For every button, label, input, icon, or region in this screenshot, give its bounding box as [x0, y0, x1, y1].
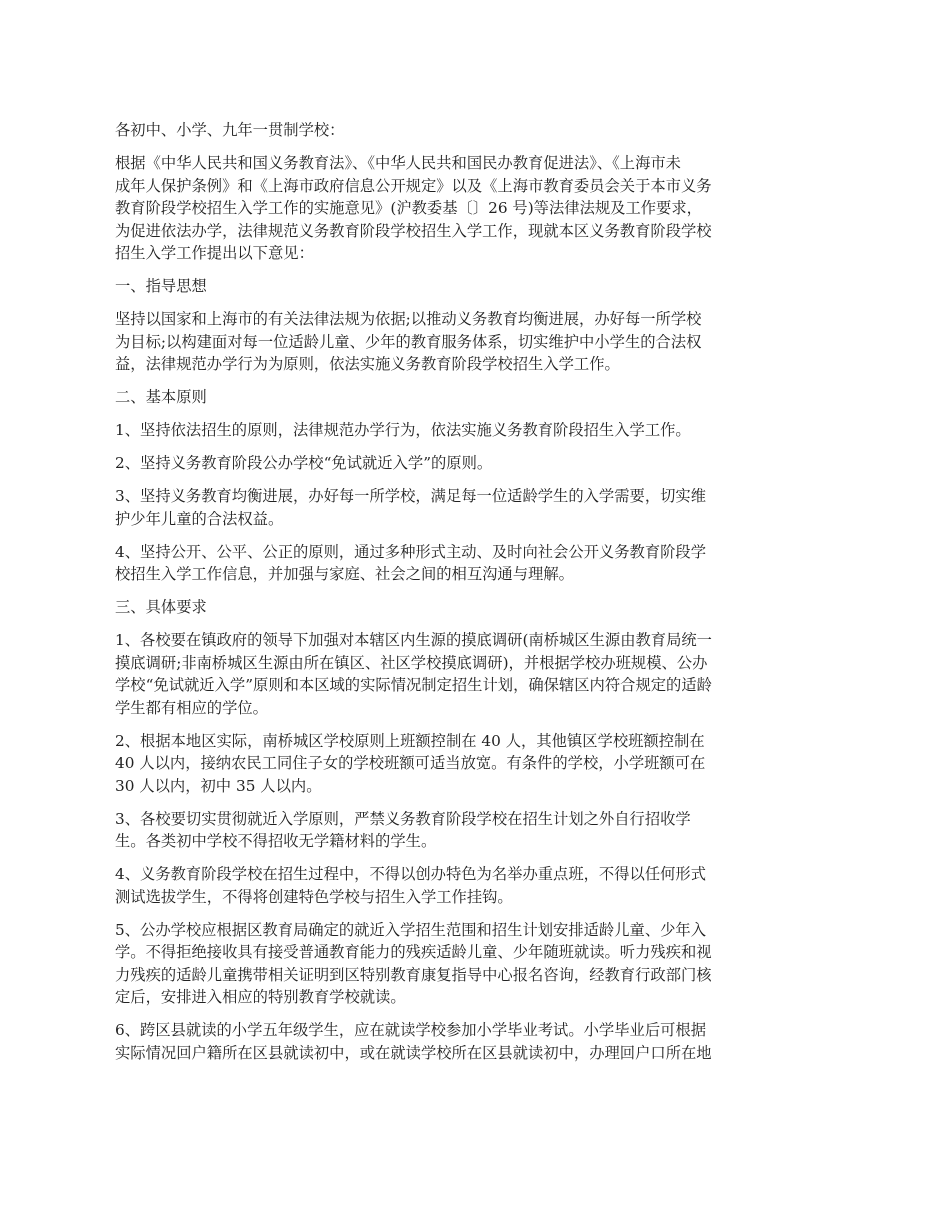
requirement-item: 4、义务教育阶段学校在招生过程中，不得以创办特色为名举办重点班，不得以任何形式 测试选拔学生，不得将创建特色学校与招生入学工作挂钩。 [115, 865, 707, 906]
guiding-principle-paragraph: 坚持以国家和上海市的有关法律法规为依据;以推动义务教育均衡进展，办好每一所学校 为目标;以构建面对每一位适龄儿童、少年的教育服务体系，切实维护中小学生的合法权 益，法律规范办学行为为原则，依法实施义务教育阶段学校招生入学工作。 [115, 310, 702, 373]
basic-principle-item: 4、坚持公开、公平、公正的原则，通过多种形式主动、及时向社会公开义务教育阶段学 校招生入学工作信息，并加强与家庭、社会之间的相互沟通与理解。 [115, 542, 707, 583]
document-body [115, 119, 845, 1075]
basic-principle-item: 1、坚持依法招生的原则，法律规范办学行为，依法实施义务教育阶段招生入学工作。 [115, 421, 691, 439]
requirement-item: 1、各校要在镇政府的领导下加强对本辖区内生源的摸底调研(南桥城区生源由教育局统一 摸底调研;非南桥城区生源由所在镇区、社区学校摸底调研)，并根据学校办班规模、公办 学校“免试就近入学”原则和本区域的实际情况制定招生计划，确保辖区内符合规定的适龄 学生都有相应的学位。 [115, 631, 712, 717]
basic-principle-item: 3、坚持义务教育均衡进展，办好每一所学校，满足每一位适龄学生的入学需要，切实维 护少年儿童的合法权益。 [115, 487, 707, 528]
requirement-item: 3、各校要切实贯彻就近入学原则，严禁义务教育阶段学校在招生计划之外自行招收学 生。各类初中学校不得招收无学籍材料的学生。 [115, 809, 691, 850]
section-heading-specific-requirements: 三、具体要求 [115, 598, 207, 616]
salutation: 各初中、小学、九年一贯制学校： [115, 121, 345, 139]
basic-principle-item: 2、坚持义务教育阶段公办学校“免试就近入学”的原则。 [115, 454, 493, 472]
requirement-item: 5、公办学校应根据区教育局确定的就近入学招生范围和招生计划安排适龄儿童、少年入 学。不得拒绝接收具有接受普通教育能力的残疾适龄儿童、少年随班就读。听力残疾和视 力残疾的适龄儿童携带相关证明到区特别教育康复指导中心报名咨询，经教育行政部门核 定后，安排进入相应的特别教育学校就读。 [115, 920, 712, 1006]
section-heading-guiding-principle: 一、指导思想 [115, 277, 207, 295]
requirement-item: 6、跨区县就读的小学五年级学生，应在就读学校参加小学毕业考试。小学毕业后可根据 实际情况回户籍所在区县就读初中，或在就读学校所在区县就读初中，办理回户口所在地 [115, 1021, 712, 1062]
requirement-item: 2、根据本地区实际，南桥城区学校原则上班额控制在 40 人，其他镇区学校班额控制在 40 人以内，接纳农民工同住子女的学校班额可适当放宽。有条件的学校，小学班额可在 30 人以内，初中 35 人以内。 [115, 731, 706, 795]
section-heading-basic-principles: 二、基本原则 [115, 388, 207, 406]
intro-paragraph: 根据《中华人民共和国义务教育法》、《中华人民共和国民办教育促进法》、《上海市未 成年人保护条例》和《上海市政府信息公开规定》以及《上海市教育委员会关于本市义务 教育阶段学校招生入学工作的实施意见》(沪教委基〔〕26 号)等法律法规及工作要求， 为促进依法办学，法律规范义务教育阶段学校招生入学工作，现就本区义务教育阶段学校 招生入学工作提出以下意见： [115, 154, 712, 262]
